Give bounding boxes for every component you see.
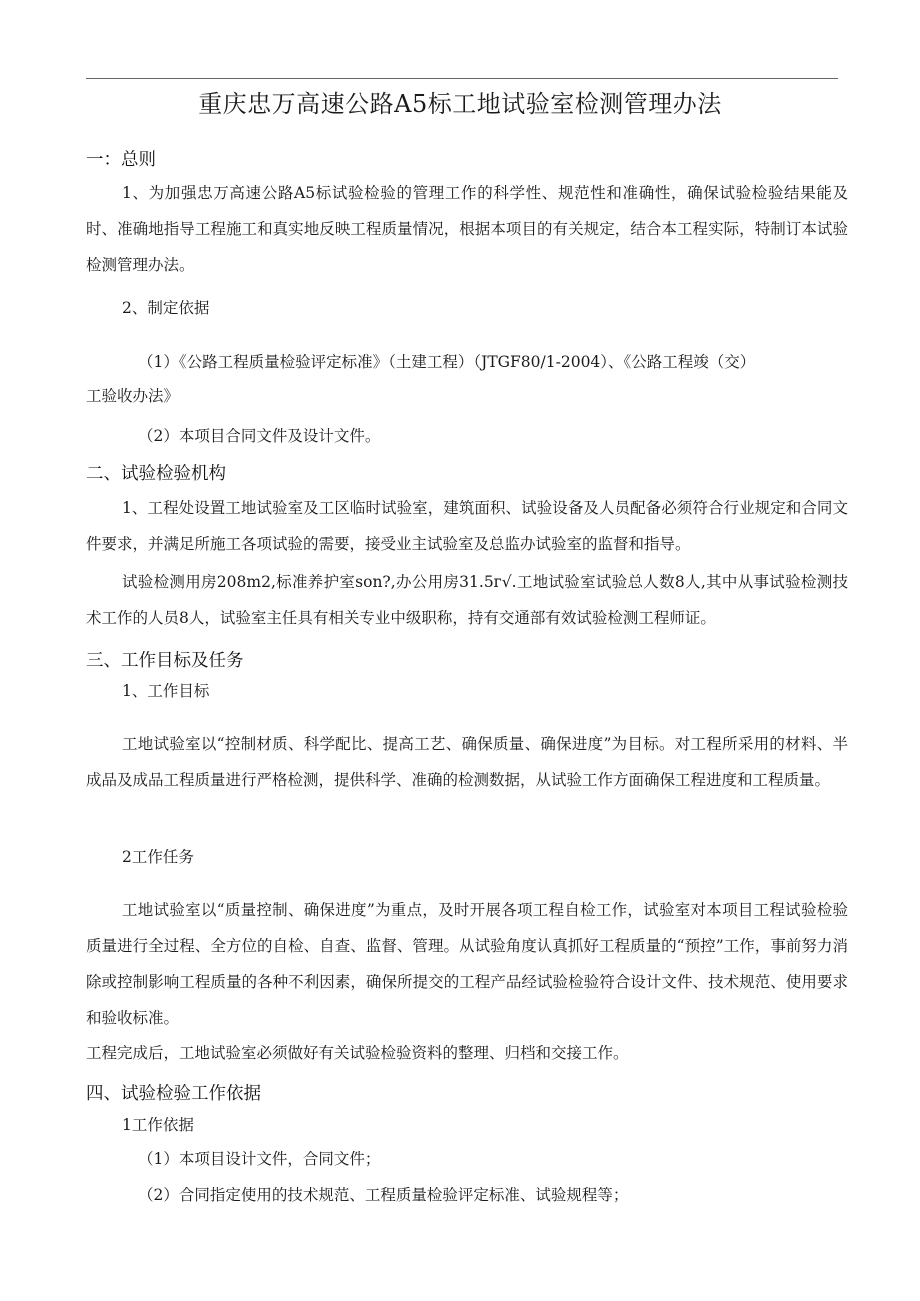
section-3-item-1: 1、工作目标: [122, 682, 210, 700]
section-1-paragraph-1: 1、为加强忠万高速公路A5标试验检验的管理工作的科学性、规范性和准确性，确保试验检验结果能及时、准确地指导工程施工和真实地反映工程质量情况，根据本项目的有关规定，结合本工程实际，特制订本试验检测管理办法。: [86, 184, 848, 274]
header-rule: [86, 78, 838, 79]
section-3-paragraph-2: 工地试验室以“质量控制、确保进度”为重点，及时开展各项工程自检工作，试验室对本项目工程试验检验质量进行全过程、全方位的自检、自查、监督、管理。从试验角度认真抓好工程质量的“预控”工作，事前努力消除或控制影响工程质量的各种不利因素，确保所提交的工程产品经试验检验符合设计文件、技术规范、使用要求和验收标准。: [86, 901, 848, 1027]
section-4-item-1: 1工作依据: [122, 1116, 194, 1134]
section-3-paragraph-1: 工地试验室以“控制材质、科学配比、提高工艺、确保质量、确保进度”为目标。对工程所采用的材料、半成品及成品工程质量进行严格检测，提供科学、准确的检测数据，从试验工作方面确保工程进度和工程质量。: [86, 735, 848, 789]
document-title: 重庆忠万高速公路A5标工地试验室检测管理办法: [198, 90, 722, 118]
section-3-heading: 三、工作目标及任务: [86, 651, 244, 671]
work-basis-item-1: （1）本项目设计文件，合同文件；: [138, 1150, 381, 1168]
basis-item-1a: （1）《公路工程质量检验评定标准》（土建工程）（JTGF80/1-2004）、《公路工程竣（交）: [138, 353, 756, 371]
section-2-paragraph-1: 1、工程处设置工地试验室及工区临时试验室，建筑面积、试验设备及人员配备必须符合行业规定和合同文件要求，并满足所施工各项试验的需要，接受业主试验室及总监办试验室的监督和指导。: [86, 499, 848, 553]
section-3-paragraph-3: 工程完成后，工地试验室必须做好有关试验检验资料的整理、归档和交接工作。: [86, 1044, 629, 1062]
work-basis-item-2: （2）合同指定使用的技术规范、工程质量检验评定标准、试验规程等；: [138, 1186, 629, 1204]
section-2-heading: 二、试验检验机构: [86, 464, 226, 484]
basis-item-2: （2）本项目合同文件及设计文件。: [138, 427, 381, 445]
section-1-item-2: 2、制定依据: [122, 299, 210, 317]
basis-item-1b: 工验收办法》: [86, 387, 180, 405]
section-4-heading: 四、试验检验工作依据: [86, 1084, 261, 1104]
section-2-paragraph-2: 试验检测用房208m2,标准养护室son?,办公用房31.5г√.工地试验室试验总人数8人,其中从事试验检测技术工作的人员8人，试验室主任具有相关专业中级职称，持有交通部有效试验检测工程师证。: [86, 573, 848, 627]
section-1-heading: 一：总则: [86, 150, 156, 170]
section-3-item-2: 2工作任务: [122, 848, 194, 866]
